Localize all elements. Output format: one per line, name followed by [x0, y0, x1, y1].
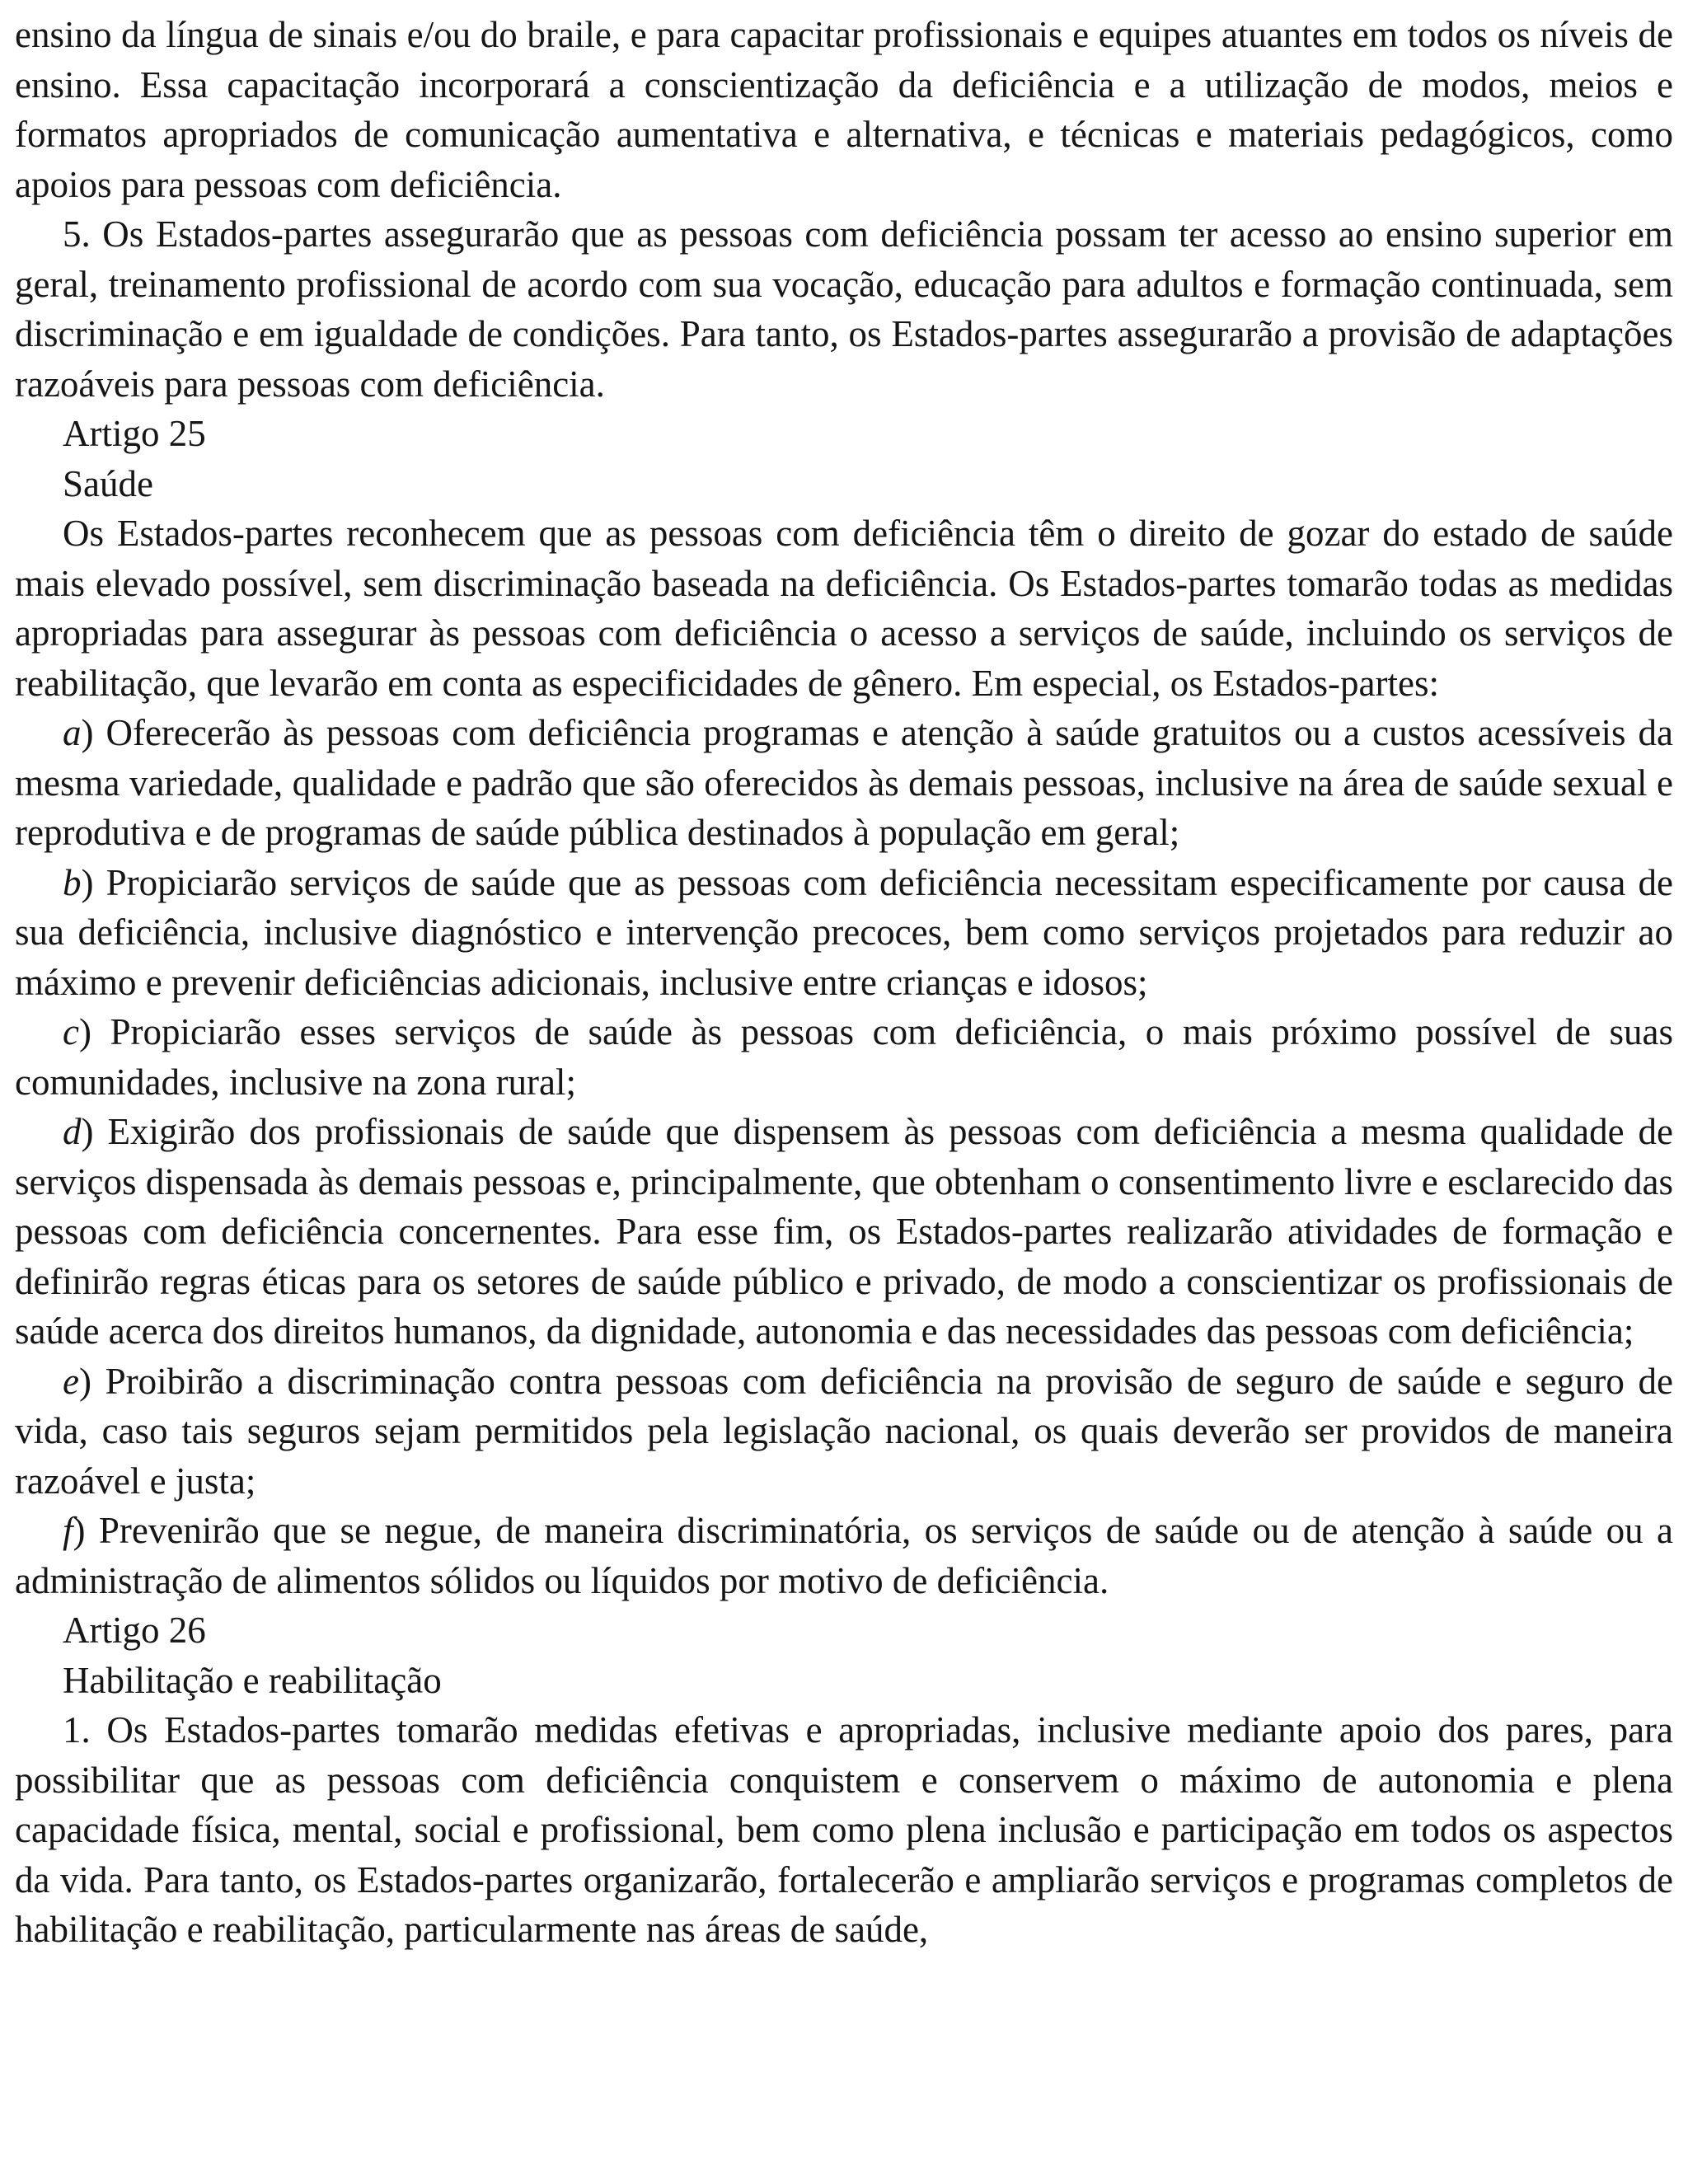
article-25-intro: Os Estados-partes reconhecem que as pessoas com deficiência têm o direito de gozar do estado de saúde mais elevado possível, sem discriminação baseada na deficiência. Os Estados-partes tomarão todas as medidas apropriadas para assegurar às pessoas com deficiência o acesso a serviços de saúde, incluindo os serviços de reabilitação, que levarão em conta as especificidades de gênero. Em especial, os Estados-partes:	[15, 513, 1673, 704]
list-item-d	[15, 1107, 1673, 1357]
article-26-title: Habilitação e reabilitação	[63, 1659, 442, 1701]
article-25-title: Saúde	[63, 462, 153, 504]
article-25-heading: Artigo 25	[63, 413, 206, 454]
article-26-heading: Artigo 26	[63, 1610, 206, 1651]
list-item-f	[15, 1506, 1673, 1605]
list-text-e: ) Proibirão a discriminação contra pessoas com deficiência na provisão de seguro de saúde e seguro de vida, caso tais seguros sejam permitidos pela legislação nacional, os quais deverão ser providos de maneira razoável e justa;	[15, 1360, 1673, 1502]
list-letter-b: b	[63, 861, 82, 903]
list-item-b	[15, 858, 1673, 1008]
list-text-a: ) Oferecerão às pessoas com deficiência programas e atenção à saúde gratuitos ou a custos acessíveis da mesma variedade, qualidade e padrão que são oferecidos às demais pessoas, inclusive na área de saúde sexual e reprodutiva e de programas de saúde pública destinados à população em geral;	[15, 712, 1673, 853]
list-text-b: ) Propiciarão serviços de saúde que as pessoas com deficiência necessitam especificamente por causa de sua deficiência, inclusive diagnóstico e intervenção precoces, bem como serviços projetados para reduzir ao máximo e prevenir deficiências adicionais, inclusive entre crianças e idosos;	[15, 861, 1673, 1003]
list-text-c: ) Propiciarão esses serviços de saúde às pessoas com deficiência, o mais próximo possível de suas comunidades, inclusive na zona rural;	[15, 1011, 1673, 1103]
article-26-item-1: 1. Os Estados-partes tomarão medidas efetivas e apropriadas, inclusive mediante apoio dos pares, para possibilitar que as pessoas com deficiência conquistem e conservem o máximo de autonomia e plena capacidade física, mental, social e profissional, bem como plena inclusão e participação em todos os aspectos da vida. Para tanto, os Estados-partes organizarão, fortalecerão e ampliarão serviços e programas completos de habilitação e reabilitação, particularmente nas áreas de saúde,	[15, 1709, 1673, 1950]
list-item-c	[15, 1007, 1673, 1107]
list-letter-e: e	[63, 1360, 79, 1402]
list-text-f: ) Prevenirão que se negue, de maneira discriminatória, os serviços de saúde ou de atenção à saúde ou a administração de alimentos sólidos ou líquidos por motivo de deficiência.	[15, 1510, 1673, 1601]
list-item-a	[15, 708, 1673, 858]
list-item-e	[15, 1357, 1673, 1507]
list-text-d: ) Exigirão dos profissionais de saúde que dispensem às pessoas com deficiência a mesma qualidade de serviços dispensada às demais pessoas e, principalmente, que obtenham o consentimento livre e esclarecido das pessoas com deficiência concernentes. Para esse fim, os Estados-partes realizarão atividades de formação e definirão regras éticas para os setores de saúde público e privado, de modo a conscientizar os profissionais de saúde acerca dos direitos humanos, da dignidade, autonomia e das necessidades das pessoas com deficiência;	[15, 1111, 1673, 1352]
list-letter-d: d	[63, 1111, 82, 1152]
list-letter-f: f	[63, 1510, 73, 1551]
paragraph-continuation: ensino da língua de sinais e/ou do braile, e para capacitar profissionais e equipes atuantes em todos os níveis de ensino. Essa capacitação incorporará a conscientização da deficiência e a utilização de modos, meios e formatos apropriados de comunicação aumentativa e alternativa, e técnicas e materiais pedagógicos, como apoios para pessoas com deficiência.	[15, 14, 1673, 205]
list-letter-c: c	[63, 1011, 79, 1052]
paragraph-item-5: 5. Os Estados-partes assegurarão que as pessoas com deficiência possam ter acesso ao ensino superior em geral, treinamento profissional de acordo com sua vocação, educação para adultos e formação continuada, sem discriminação e em igualdade de condições. Para tanto, os Estados-partes assegurarão a provisão de adaptações razoáveis para pessoas com deficiência.	[15, 213, 1673, 405]
list-letter-a: a	[63, 712, 82, 753]
